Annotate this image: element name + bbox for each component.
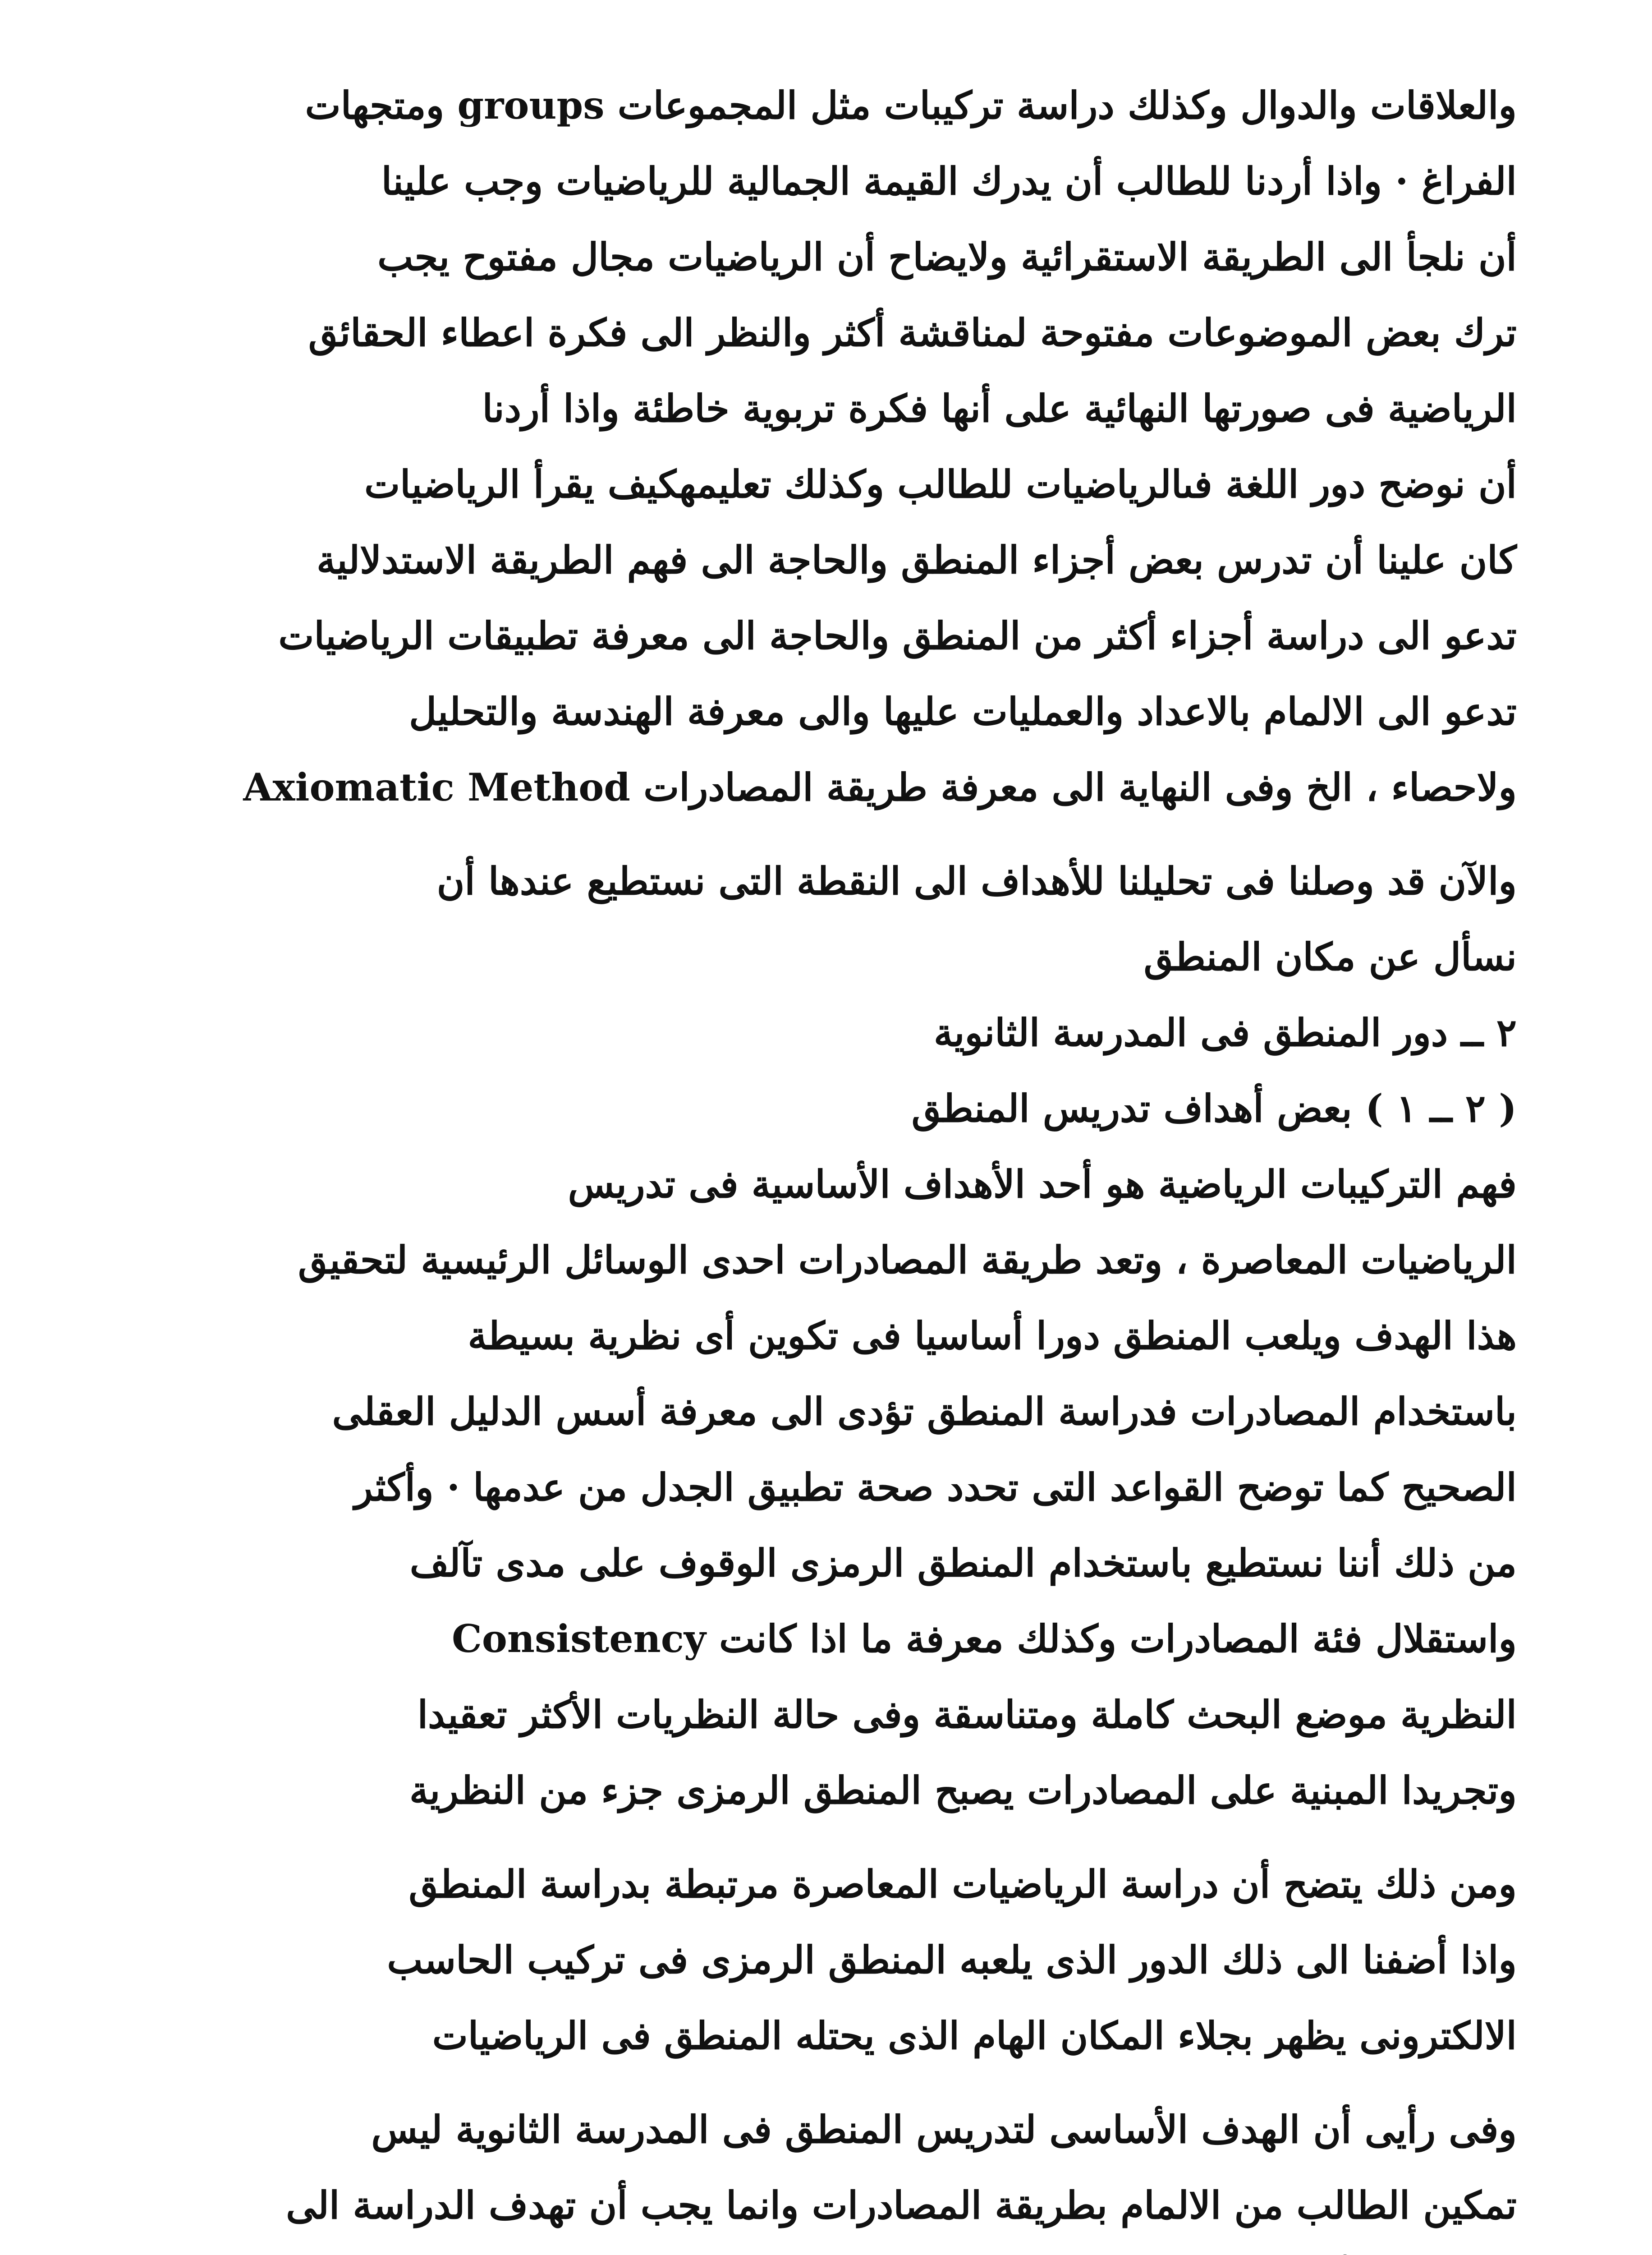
text-line: من ذلك أننا نستطيع باستخدام المنطق الرمزى الوقوف على مدى تآلف — [409, 1541, 1517, 1585]
text-line: تمكين الطالب من الالمام بطريقة المصادرات وانما يجب أن تهدف الدراسة الى — [286, 2183, 1517, 2227]
text-line: كان علينا أن تدرس بعض أجزاء المنطق والحاجة الى فهم الطريقة الاستدلالية — [317, 538, 1517, 582]
text-line: وفى رأيى أن الهدف الأساسى لتدريس المنطق فى المدرسة الثانوية ليس — [371, 2107, 1517, 2152]
text-line: ومن ذلك يتضح أن دراسة الرياضيات المعاصرة مرتبطة بدراسة المنطق — [408, 1862, 1517, 1906]
text-line: هذا الهدف ويلعب المنطق دورا أساسيا فى تكوين أى نظرية بسيطة — [468, 1313, 1517, 1358]
text-line: وتجريدا المبنية على المصادرات يصبح المنطق الرمزى جزء من النظرية — [409, 1768, 1517, 1813]
text-line: والعلاقات والدوال وكذلك دراسة تركيبات مثل المجموعات groups ومتجهات — [305, 83, 1517, 128]
text-line: ولاحصاء ، الخ وفى النهاية الى معرفة طريقة المصادرات Axiomatic Method — [243, 765, 1517, 810]
text-line: تدعو الى الالمام بالاعداد والعمليات عليها والى معرفة الهندسة والتحليل — [409, 689, 1517, 734]
text-line: أن نلجأ الى الطريقة الاستقرائية ولايضاح أن الرياضيات مجال مفتوح يجب — [377, 235, 1517, 279]
text-line: فهم التركيبات الرياضية هو أحد الأهداف الأساسية فى تدريس — [568, 1162, 1517, 1206]
text-line — [113, 2243, 1517, 2255]
text-line: باستخدام المصادرات فدراسة المنطق تؤدى الى معرفة أسس الدليل العقلى — [332, 1389, 1517, 1434]
text-line: والآن قد وصلنا فى تحليلنا للأهداف الى النقطة التى نستطيع عندها أن — [436, 859, 1517, 903]
paragraph-logic-question — [113, 843, 1517, 995]
text-line: نسأل عن مكان المنطق — [1143, 934, 1517, 979]
paragraph-opinion — [113, 2092, 1517, 2255]
text-line: الرياضيات المعاصرة ، وتعد طريقة المصادرات احدى الوسائل الرئيسية لتحقيق — [298, 1238, 1517, 1282]
paragraph-computer — [113, 1846, 1517, 2074]
text-line: الصحيح كما توضح القواعد التى تحدد صحة تطبيق الجدل من عدمها · وأكثر — [354, 1465, 1517, 1509]
text-line: الالكترونى يظهر بجلاء المكان الهام الذى يحتله المنطق فى الرياضيات — [432, 2013, 1517, 2058]
section-heading: ٢ ــ دور المنطق فى المدرسة الثانوية — [934, 1010, 1517, 1055]
paragraph-intro — [113, 68, 1517, 825]
paragraph-structures — [113, 1146, 1517, 1828]
subsection-heading: ( ٢ ــ ١ ) بعض أهداف تدريس المنطق — [911, 1086, 1517, 1131]
text-line: واذا أضفنا الى ذلك الدور الذى يلعبه المنطق الرمزى فى تركيب الحاسب — [387, 1937, 1517, 1982]
text-line: تدعو الى دراسة أجزاء أكثر من المنطق والحاجة الى معرفة تطبيقات الرياضيات — [278, 613, 1517, 658]
text-line: النظرية موضع البحث كاملة ومتناسقة وفى حالة النظريات الأكثر تعقيدا — [417, 1692, 1517, 1737]
text-line: الفراغ · واذا أردنا للطالب أن يدرك القيمة الجمالية للرياضيات وجب علينا — [381, 159, 1517, 203]
text-line: واستقلال فئة المصادرات وكذلك معرفة ما اذا كانت Consistency — [451, 1616, 1517, 1661]
text-line: الرياضية فى صورتها النهائية على أنها فكرة تربوية خاطئة واذا أردنا — [482, 386, 1517, 431]
text-line: ترك بعض الموضوعات مفتوحة لمناقشة أكثر والنظر الى فكرة اعطاء الحقائق — [308, 310, 1517, 355]
text-line: أن نوضح دور اللغة فىالرياضيات للطالب وكذلك تعليمهكيف يقرأ الرياضيات — [364, 462, 1517, 506]
